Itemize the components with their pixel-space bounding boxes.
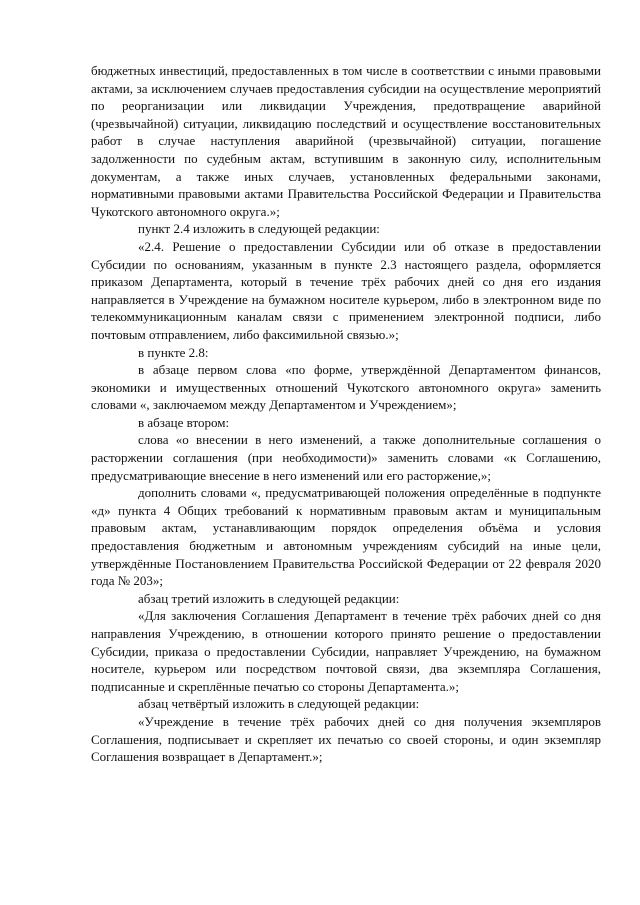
paragraph-third-text: «Для заключения Соглашения Департамент в течение трёх рабочих дней со дня направления Учреждению, в отношении которого принято решение о предоставлении Субсидии, приказа о предоставлении Субсидии, направляет Учреждению, на бумажном носителе, курьером или посредством почтовой связи, два экземпляра Соглашения, подписанные и скреплённые печатью со стороны Департамента.»; bbox=[91, 608, 601, 694]
paragraph-supplement: дополнить словами «, предусматривающей положения определённые в подпункте «д» пункта 4 Общих требований к нормативным правовым актам и муниципальным правовым актам, устанавливающим порядок определения объёма и условия предоставления бюджетным и автономным учреждениям субсидий на иные цели, утверждённые Постановлением Правительства Российской Федерации от 22 февраля 2020 года № 203»; bbox=[91, 485, 601, 589]
paragraph-words-replace: слова «о внесении в него изменений, а также дополнительные соглашения о расторжении соглашения (при необходимости)» заменить словами «к Соглашению, предусматривающие внесение в него изменений или его расторжение,»; bbox=[91, 432, 601, 483]
paragraph-third-abzac: абзац третий изложить в следующей редакции: bbox=[138, 590, 400, 606]
paragraph-continuation: бюджетных инвестиций, предоставленных в том числе в соответствии с иными правовыми актами, за исключением случаев предоставления субсидии на осуществление мероприятий по реорганизации или ликвидации Учреждения, предотвращение аварийной (чрезвычайной) ситуации, ликвидацию последствий и осуществление восстановительных работ в случае наступления аварийной (чрезвычайной) ситуации, погашение задолженности по судебным актам, вступившим в законную силу, исполнительным документам, а также иных случаев, установленных федеральными законами, нормативными правовыми актами Правительства Российской Федерации и Правительства Чукотского автономного округа.»; bbox=[91, 63, 601, 219]
paragraph-fourth-text: «Учреждение в течение трёх рабочих дней со дня получения экземпляров Соглашения, подписывает и скрепляет их печатью со своей стороны, и один экземпляр Соглашения возвращает в Департамент.»; bbox=[91, 713, 601, 765]
paragraph-first-abzac: в абзаце первом слова «по форме, утверждённой Департаментом финансов, экономики и имущественных отношений Чукотского автономного округа» заменить словами «, заключаемом между Департаментом и Учреждением»; bbox=[91, 362, 601, 413]
paragraph-fourth-abzac: абзац четвёртый изложить в следующей редакции: bbox=[138, 696, 420, 712]
paragraph-second-abzac: в абзаце втором: bbox=[138, 414, 230, 430]
paragraph-amend-2-4: пункт 2.4 изложить в следующей редакции: bbox=[138, 221, 380, 237]
paragraph-clause-2-4: «2.4. Решение о предоставлении Субсидии или об отказе в предоставлении Субсидии по основаниям, указанным в пункте 2.3 настоящего раздела, оформляется приказом Департамента, который в течение трёх рабочих дней со дня его издания направляется в Учреждение на бумажном носителе курьером, либо в электронном виде по телекоммуникационным каналам связи с применением электронной подписи, либо почтовым отправлением, либо факсимильной связью.»; bbox=[91, 238, 601, 342]
document-body bbox=[91, 62, 601, 766]
paragraph-in-2-8: в пункте 2.8: bbox=[138, 344, 209, 360]
